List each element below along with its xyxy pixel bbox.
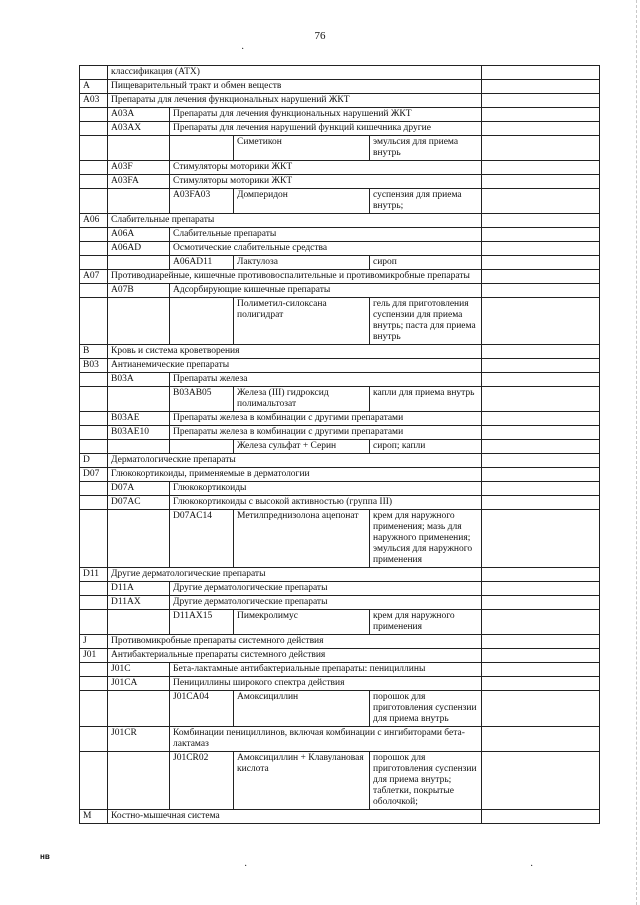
scan-dot: · — [241, 44, 245, 55]
table-cell: D — [80, 454, 108, 468]
scan-edge-line — [636, 0, 637, 905]
table-cell: Стимуляторы моторики ЖКТ — [170, 161, 482, 175]
table-cell: сироп — [370, 256, 482, 270]
table-cell: Глюкокортикоиды — [170, 482, 482, 496]
table-row — [80, 228, 600, 242]
table-cell — [482, 80, 600, 94]
table-row — [80, 270, 600, 284]
table-cell: Слабительные препараты — [108, 214, 482, 228]
table-cell — [482, 568, 600, 582]
table-row — [80, 345, 600, 359]
table-cell: Другие дерматологические препараты — [108, 568, 482, 582]
table-cell — [80, 727, 108, 752]
table-cell — [80, 256, 108, 270]
table-cell — [482, 298, 600, 345]
table-row — [80, 136, 600, 161]
table-cell — [482, 359, 600, 373]
table-cell: суспензия для приема внутрь; — [370, 189, 482, 214]
table-cell — [482, 242, 600, 256]
table-cell — [482, 108, 600, 122]
table-cell: Препараты для лечения нарушений функций кишечника другие — [170, 122, 482, 136]
scan-dot: · — [244, 861, 248, 872]
table-row — [80, 387, 600, 412]
table-cell — [482, 387, 600, 412]
table-cell — [80, 298, 108, 345]
table-cell — [80, 122, 108, 136]
table-row — [80, 161, 600, 175]
table-row — [80, 649, 600, 663]
table-cell — [482, 810, 600, 824]
table-cell — [108, 136, 170, 161]
table-cell — [482, 270, 600, 284]
table-row — [80, 122, 600, 136]
table-row — [80, 691, 600, 727]
table-cell — [482, 468, 600, 482]
table-cell: A03FA03 — [170, 189, 234, 214]
table-cell: Пищеварительный тракт и обмен веществ — [108, 80, 482, 94]
table-cell: Симетикон — [234, 136, 370, 161]
table-cell: Бета-лактамные антибактериальные препараты: пенициллины — [170, 663, 482, 677]
table-cell: A03 — [80, 94, 108, 108]
table-cell — [482, 373, 600, 387]
table-cell: A06AD — [108, 242, 170, 256]
table-cell — [482, 510, 600, 568]
table-cell — [108, 510, 170, 568]
table-cell — [482, 691, 600, 727]
table-cell — [80, 66, 108, 80]
table-row — [80, 80, 600, 94]
table-cell — [80, 175, 108, 189]
table-cell: порошок для приготовления суспензии для приема внутрь; таблетки, покрытые оболочкой; — [370, 752, 482, 810]
atc-classification-table — [79, 65, 600, 824]
table-cell — [482, 412, 600, 426]
table-cell: Препараты железа в комбинации с другими препаратами — [170, 426, 482, 440]
table-cell — [482, 610, 600, 635]
table-cell: Глюкокортикоиды с высокой активностью (группа III) — [170, 496, 482, 510]
table-cell: Противодиарейные, кишечные противовоспалительные и противомикробные препараты — [108, 270, 482, 284]
table-cell: Железа сульфат + Серин — [234, 440, 370, 454]
table-cell — [482, 189, 600, 214]
table-cell — [80, 691, 108, 727]
table-cell: Глюкокортикоиды, применяемые в дерматологии — [108, 468, 482, 482]
table-row — [80, 256, 600, 270]
table-cell: крем для наружного применения; мазь для наружного применения; эмульсия для наружного применения — [370, 510, 482, 568]
table-cell: A06AD11 — [170, 256, 234, 270]
table-cell — [482, 663, 600, 677]
table-cell: Костно-мышечная система — [108, 810, 482, 824]
table-cell — [80, 610, 108, 635]
table-cell: Препараты для лечения функциональных нарушений ЖКТ — [108, 94, 482, 108]
table-cell — [482, 345, 600, 359]
table-cell: B03 — [80, 359, 108, 373]
table-cell — [80, 482, 108, 496]
table-cell: D11AX — [108, 596, 170, 610]
table-cell: A07B — [108, 284, 170, 298]
table-cell — [80, 582, 108, 596]
table-cell: капли для приема внутрь — [370, 387, 482, 412]
table-cell: Препараты для лечения функциональных нарушений ЖКТ — [170, 108, 482, 122]
table-cell: Антибактериальные препараты системного действия — [108, 649, 482, 663]
table-cell: A03F — [108, 161, 170, 175]
table-cell — [80, 387, 108, 412]
table-cell: Полиметил-силоксана полигидрат — [234, 298, 370, 345]
table-row — [80, 810, 600, 824]
table-cell — [482, 214, 600, 228]
table-cell: D07AC14 — [170, 510, 234, 568]
table-cell — [80, 596, 108, 610]
table-cell — [80, 426, 108, 440]
table-cell — [482, 677, 600, 691]
table-cell: сироп; капли — [370, 440, 482, 454]
table-cell — [108, 691, 170, 727]
table-cell — [482, 582, 600, 596]
table-cell: Амоксициллин — [234, 691, 370, 727]
table-cell: Комбинации пенициллинов, включая комбинации с ингибиторами бета-лактамаз — [170, 727, 482, 752]
table-cell: Лактулоза — [234, 256, 370, 270]
table-cell: M — [80, 810, 108, 824]
table-cell — [482, 496, 600, 510]
table-row — [80, 677, 600, 691]
table-cell: крем для наружного применения — [370, 610, 482, 635]
table-cell — [482, 596, 600, 610]
table-row — [80, 108, 600, 122]
table-cell: Осмотические слабительные средства — [170, 242, 482, 256]
table-row — [80, 496, 600, 510]
table-cell — [482, 175, 600, 189]
table-cell: D07A — [108, 482, 170, 496]
table-cell: J01C — [108, 663, 170, 677]
table-cell — [482, 256, 600, 270]
table-cell: D11A — [108, 582, 170, 596]
table-cell: Пимекролимус — [234, 610, 370, 635]
table-cell — [80, 373, 108, 387]
table-cell: Слабительные препараты — [170, 228, 482, 242]
table-cell: J01CR — [108, 727, 170, 752]
table-cell: A03FA — [108, 175, 170, 189]
table-cell: Кровь и система кроветворения — [108, 345, 482, 359]
table-cell — [80, 440, 108, 454]
table-cell: J01CA04 — [170, 691, 234, 727]
table-row — [80, 663, 600, 677]
table-row — [80, 440, 600, 454]
table-row — [80, 582, 600, 596]
table-cell — [482, 440, 600, 454]
table-row — [80, 482, 600, 496]
table-row — [80, 426, 600, 440]
table-cell — [80, 136, 108, 161]
table-cell: B03AE10 — [108, 426, 170, 440]
table-cell — [80, 108, 108, 122]
table-cell: Антианемические препараты — [108, 359, 482, 373]
table-cell — [482, 649, 600, 663]
table-cell: D07AC — [108, 496, 170, 510]
table-cell — [80, 189, 108, 214]
table-cell: Другие дерматологические препараты — [170, 582, 482, 596]
table-cell: Адсорбирующие кишечные препараты — [170, 284, 482, 298]
table-cell — [108, 752, 170, 810]
table-cell — [482, 727, 600, 752]
table-cell: B03AB05 — [170, 387, 234, 412]
page-number: 76 — [314, 30, 326, 42]
table-row — [80, 284, 600, 298]
table-cell — [482, 454, 600, 468]
table-cell: J01CR02 — [170, 752, 234, 810]
table-cell — [170, 440, 234, 454]
table-cell: Другие дерматологические препараты — [170, 596, 482, 610]
table-cell: Метилпреднизолона ацепонат — [234, 510, 370, 568]
table-row — [80, 568, 600, 582]
table-cell: J01 — [80, 649, 108, 663]
table-body — [80, 66, 600, 824]
table-cell — [170, 298, 234, 345]
table-cell — [108, 189, 170, 214]
table-cell — [482, 426, 600, 440]
table-cell — [482, 136, 600, 161]
table-cell: эмульсия для приема внутрь — [370, 136, 482, 161]
table-cell — [80, 412, 108, 426]
table-cell — [170, 136, 234, 161]
table-row — [80, 596, 600, 610]
table-cell: D11 — [80, 568, 108, 582]
table-cell: Амоксициллин + Клавулановая кислота — [234, 752, 370, 810]
table-cell — [482, 94, 600, 108]
table-row — [80, 175, 600, 189]
table-row — [80, 468, 600, 482]
table-row — [80, 727, 600, 752]
table-cell: D11AX15 — [170, 610, 234, 635]
table-cell: порошок для приготовления суспензии для приема внутрь — [370, 691, 482, 727]
table-row — [80, 610, 600, 635]
table-row — [80, 412, 600, 426]
table-cell: A06A — [108, 228, 170, 242]
table-row — [80, 298, 600, 345]
footer-mark: нв — [40, 852, 50, 861]
table-cell — [108, 440, 170, 454]
table-cell — [482, 228, 600, 242]
table-row — [80, 242, 600, 256]
table-row — [80, 454, 600, 468]
table-row — [80, 66, 600, 80]
table-cell: Дерматологические препараты — [108, 454, 482, 468]
table-cell: B03A — [108, 373, 170, 387]
table-cell: A03A — [108, 108, 170, 122]
table-cell — [482, 122, 600, 136]
table-row — [80, 510, 600, 568]
table-row — [80, 359, 600, 373]
table-cell — [80, 677, 108, 691]
table-cell: D07 — [80, 468, 108, 482]
table-cell: Стимуляторы моторики ЖКТ — [170, 175, 482, 189]
table-cell: классификация (АТХ) — [108, 66, 482, 80]
table-cell: J — [80, 635, 108, 649]
table-cell — [108, 256, 170, 270]
table-cell — [80, 510, 108, 568]
table-cell: B03AE — [108, 412, 170, 426]
table-cell: A — [80, 80, 108, 94]
table-cell — [80, 161, 108, 175]
table-cell: Домперидон — [234, 189, 370, 214]
table-cell — [482, 635, 600, 649]
table-row — [80, 752, 600, 810]
table-cell — [482, 66, 600, 80]
table-cell — [482, 284, 600, 298]
table-cell: гель для приготовления суспензии для приема внутрь; паста для приема внутрь — [370, 298, 482, 345]
table-cell — [108, 610, 170, 635]
table-cell: A03AX — [108, 122, 170, 136]
table-cell: Железа (III) гидроксид полимальтозат — [234, 387, 370, 412]
table-cell — [482, 161, 600, 175]
table-cell: Противомикробные препараты системного действия — [108, 635, 482, 649]
table-cell: Препараты железа — [170, 373, 482, 387]
table-cell — [80, 752, 108, 810]
table-cell: B — [80, 345, 108, 359]
table-cell — [80, 242, 108, 256]
table-cell — [80, 663, 108, 677]
table-cell — [482, 752, 600, 810]
table-cell — [482, 482, 600, 496]
table-cell: A06 — [80, 214, 108, 228]
table-cell: A07 — [80, 270, 108, 284]
table-cell — [108, 298, 170, 345]
table-row — [80, 94, 600, 108]
table-row — [80, 214, 600, 228]
table-row — [80, 635, 600, 649]
table-cell — [80, 284, 108, 298]
table-cell: Препараты железа в комбинации с другими препаратами — [170, 412, 482, 426]
table-cell — [80, 228, 108, 242]
table-cell — [108, 387, 170, 412]
table-cell — [80, 496, 108, 510]
table-row — [80, 189, 600, 214]
scan-dot: · — [530, 861, 534, 872]
table-cell: Пенициллины широкого спектра действия — [170, 677, 482, 691]
table-cell: J01CA — [108, 677, 170, 691]
table-row — [80, 373, 600, 387]
